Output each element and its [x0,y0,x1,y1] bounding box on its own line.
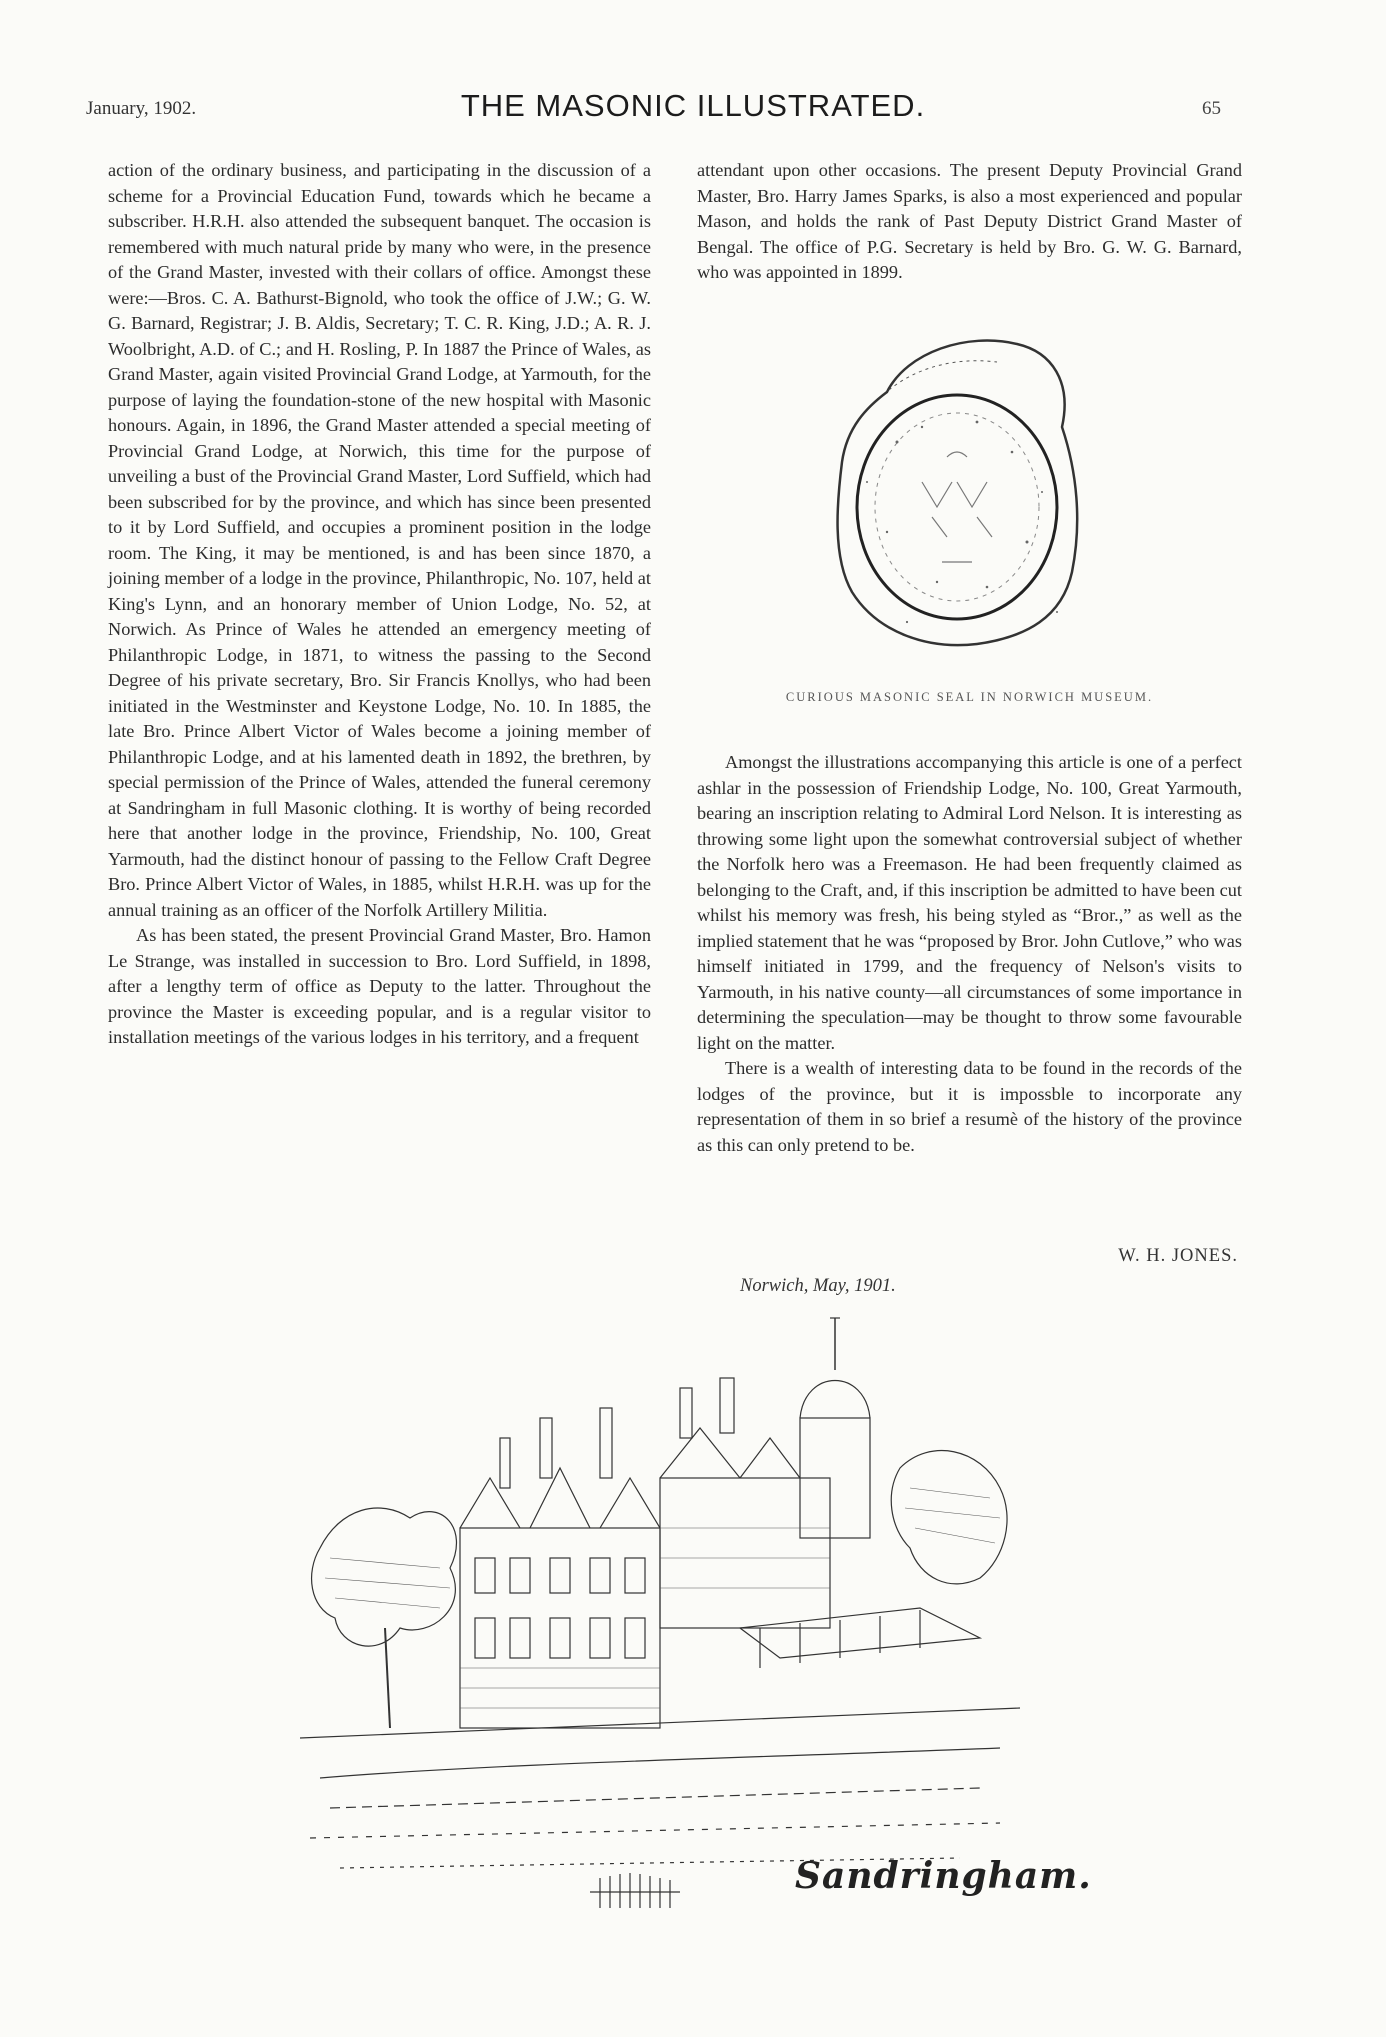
right-paragraph-2: Amongst the illustrations accompanying this article is one of a perfect ashlar in the possession of Friendship Lodge, No. 100, Great Yarmouth, bearing an inscription relating to Admiral Lord Nelson. It is interesting as throwing some light upon the somewhat controversial subject of whether the Norfolk hero was a Freemason. He had been frequently claimed as belonging to the Craft, and, if this inscription be admitted to have been cut whilst his memory was fresh, his being styled as “Bror.,” as well as the implied statement that he was “proposed by Bror. John Cutlove,” who was himself initiated in 1799, and the frequency of Nelson's visits to Yarmouth, in his native county—all circumstances of some importance in determining the speculation—may be thought to throw some favourable light on the matter. [697,752,1242,1053]
right-column-top [697,158,1242,286]
sandringham-illustration [300,1308,1020,1918]
masonic-seal-image [827,332,1087,662]
right-paragraph-3: There is a wealth of interesting data to be found in the records of the lodges of the province, but it is impossble to incorporate any representation of them in so brief a resumè of the history of the province as this can only pretend to be. [697,1058,1242,1155]
illustration-caption: Sandringham. [795,1855,1092,1897]
dateline: Norwich, May, 1901. [740,1276,896,1296]
seal-figure [697,332,1242,717]
page-number: 65 [1202,98,1221,119]
publication-title: THE MASONIC ILLUSTRATED. [460,88,926,123]
seal-caption: CURIOUS MASONIC SEAL IN NORWICH MUSEUM. [785,690,1154,704]
right-paragraph-1: attendant upon other occasions. The present Deputy Provincial Grand Master, Bro. Harry James Sparks, is also a most experienced and popular Mason, and holds the rank of Past Deputy District Grand Master of Bengal. The office of P.G. Secretary is held by Bro. G. W. G. Barnard, who was appointed in 1899. [697,160,1242,282]
left-column [108,158,651,1051]
author-signature: W. H. JONES. [1118,1246,1238,1266]
page-header [0,88,1386,128]
right-column-bottom [697,750,1242,1158]
left-paragraph-2: As has been stated, the present Provincial Grand Master, Bro. Hamon Le Strange, was installed in succession to Bro. Lord Suffield, in 1898, after a lengthy term of office as Deputy to the latter. Throughout the province the Master is exceeding popular, and is a regular visitor to installation meetings of the various lodges in his territory, and a frequent [108,925,651,1047]
issue-date: January, 1902. [86,98,197,119]
left-paragraph-1: action of the ordinary business, and participating in the discussion of a scheme for a Provincial Education Fund, towards which he became a subscriber. H.R.H. also attended the subsequent banquet. The occasion is remembered with much natural pride by many who were, in the presence of the Grand Master, invested with their collars of office. Amongst these were:—Bros. C. A. Bathurst-Bignold, who took the office of J.W.; G. W. G. Barnard, Registrar; J. B. Aldis, Secretary; T. C. R. King, J.D.; A. R. J. Woolbright, A.D. of C.; and H. Rosling, P. In 1887 the Prince of Wales, as Grand Master, again visited Provincial Grand Lodge, at Yarmouth, for the purpose of laying the foundation-stone of the new hospital with Masonic honours. Again, in 1896, the Grand Master attended a special meeting of Provincial Grand Lodge, at Norwich, this time for the purpose of unveiling a bust of the Provincial Grand Master, Lord Suffield, which had been subscribed for by the province, and which has since been presented to it by Lord Suffield, and occupies a prominent position in the lodge room. The King, it may be mentioned, is and has been since 1870, a joining member of a lodge in the province, Philanthropic, No. 107, held at King's Lynn, and an honorary member of Union Lodge, No. 52, at Norwich. As Prince of Wales he attended an emergency meeting of Philanthropic Lodge, in 1871, to witness the passing to the Second Degree of his private secretary, Bro. Sir Francis Knollys, who had been initiated in the Westminster and Keystone Lodge, No. 10. In 1885, the late Bro. Prince Albert Victor of Wales become a joining member of Philanthropic Lodge, and at his lamented death in 1892, the brethren, by special permission of the Prince of Wales, attended the funeral ceremony at Sandringham in full Masonic clothing. It is worthy of being recorded here that another lodge in the province, Friendship, No. 100, Great Yarmouth, had the distinct honour of passing to the Fellow Craft Degree Bro. Prince Albert Victor of Wales, in 1885, whilst H.R.H. was up for the annual training as an officer of the Norfolk Artillery Militia. [108,160,651,920]
